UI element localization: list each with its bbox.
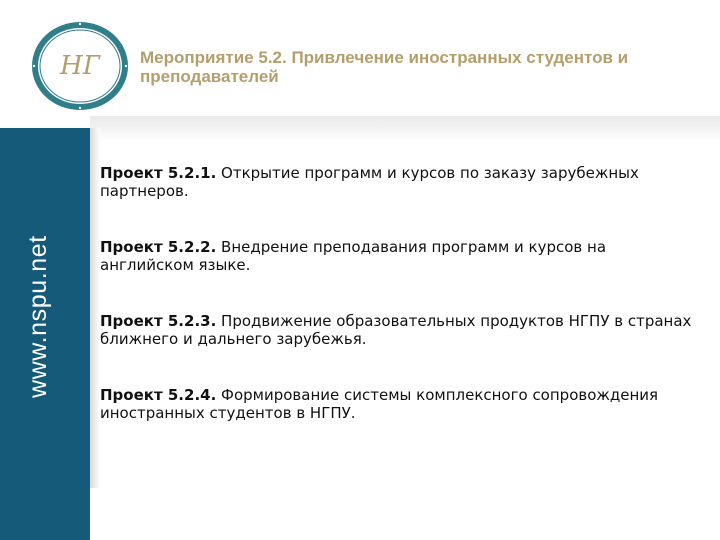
project-text: Открытие программ и курсов по заказу зарубежных партнеров. [100,164,639,200]
project-number: Проект 5.2.3. [100,312,217,330]
university-logo [24,14,136,118]
list-item [100,312,700,348]
list-item [100,238,700,274]
project-number: Проект 5.2.2. [100,238,217,256]
header-shadow [90,116,720,142]
list-item [100,164,700,200]
list-item [100,386,700,422]
project-number: Проект 5.2.4. [100,386,217,404]
project-number: Проект 5.2.1. [100,164,217,182]
project-text: Внедрение преподавания программ и курсов на английском языке. [100,238,607,274]
content-shadow [90,128,100,488]
project-text: Формирование системы комплексного сопровождения иностранных студентов в НГПУ. [100,386,659,422]
project-text: Продвижение образовательных продуктов НГПУ в странах ближнего и дальнего зарубежья. [100,312,692,348]
logo-monogram: НГ [60,51,100,81]
project-list [100,164,700,460]
site-url: www.nspu.net [24,235,52,398]
page-title: Мероприятие 5.2. Привлечение иностранных студентов и преподавателей [140,48,629,86]
